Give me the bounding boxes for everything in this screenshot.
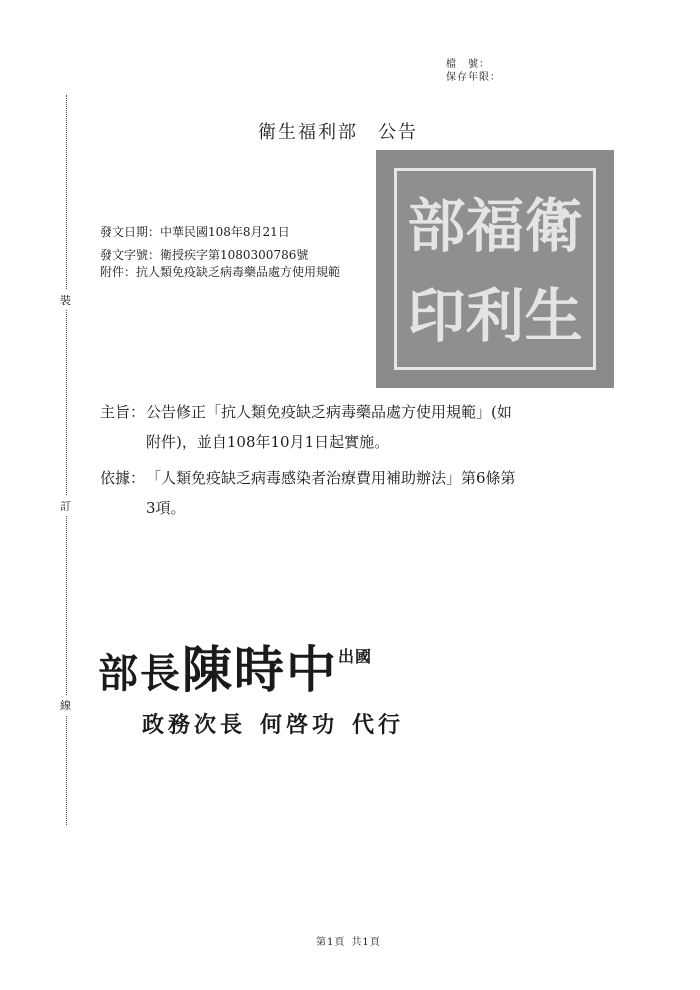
basis-paragraph	[100, 463, 516, 523]
subject-paragraph	[100, 397, 512, 457]
official-seal	[376, 150, 614, 388]
basis-label: 依據：	[100, 469, 146, 487]
seal-char: 福	[465, 192, 524, 260]
document-title	[258, 118, 418, 144]
acting-signature	[142, 708, 404, 739]
basis-line-2: 3項。	[146, 499, 186, 517]
page-number: 第1頁	[316, 937, 346, 948]
basis-line-1: 「人類免疫缺乏病毒感染者治療費用補助辦法」第6條第	[146, 469, 516, 487]
seal-char: 印	[407, 282, 466, 350]
seal-char: 衛	[524, 192, 583, 260]
seal-char: 部	[407, 192, 466, 260]
minister-signature	[98, 630, 372, 702]
binding-char-xian: 線	[60, 695, 71, 715]
deputy-name: 何啓功	[260, 712, 339, 738]
attachment-line: 附件：抗人類免疫缺乏病毒藥品處方使用規範	[100, 265, 341, 279]
subject-line-2: 附件)，並自108年10月1日起實施。	[146, 433, 390, 451]
reference-number: 發文字號：衛授疾字第1080300786號	[100, 248, 309, 262]
agency-name: 衛生福利部	[258, 122, 358, 143]
file-number-text: 檔 號：	[446, 59, 490, 70]
minister-title: 部長	[98, 650, 182, 697]
acting-label: 代行	[352, 712, 405, 738]
subject-label: 主旨：	[100, 403, 146, 421]
page-total: 共1頁	[351, 937, 381, 948]
seal-char: 生	[524, 282, 583, 350]
minister-note: 出國	[338, 647, 373, 666]
deputy-title: 政務次長	[142, 712, 247, 738]
binding-char-ding: 訂	[60, 496, 71, 516]
document-type: 公告	[378, 122, 418, 143]
binding-line	[66, 95, 67, 825]
seal-char: 利	[465, 282, 524, 350]
retention-period-text: 保存年限：	[446, 72, 501, 83]
subject-line-1: 公告修正「抗人類免疫缺乏病毒藥品處方使用規範」(如	[146, 403, 512, 421]
page-footer	[316, 933, 381, 948]
minister-name: 陳時中	[182, 640, 338, 699]
file-number-label	[446, 58, 501, 84]
issue-date: 發文日期：中華民國108年8月21日	[100, 225, 290, 239]
binding-char-zhuang: 裝	[60, 290, 71, 310]
